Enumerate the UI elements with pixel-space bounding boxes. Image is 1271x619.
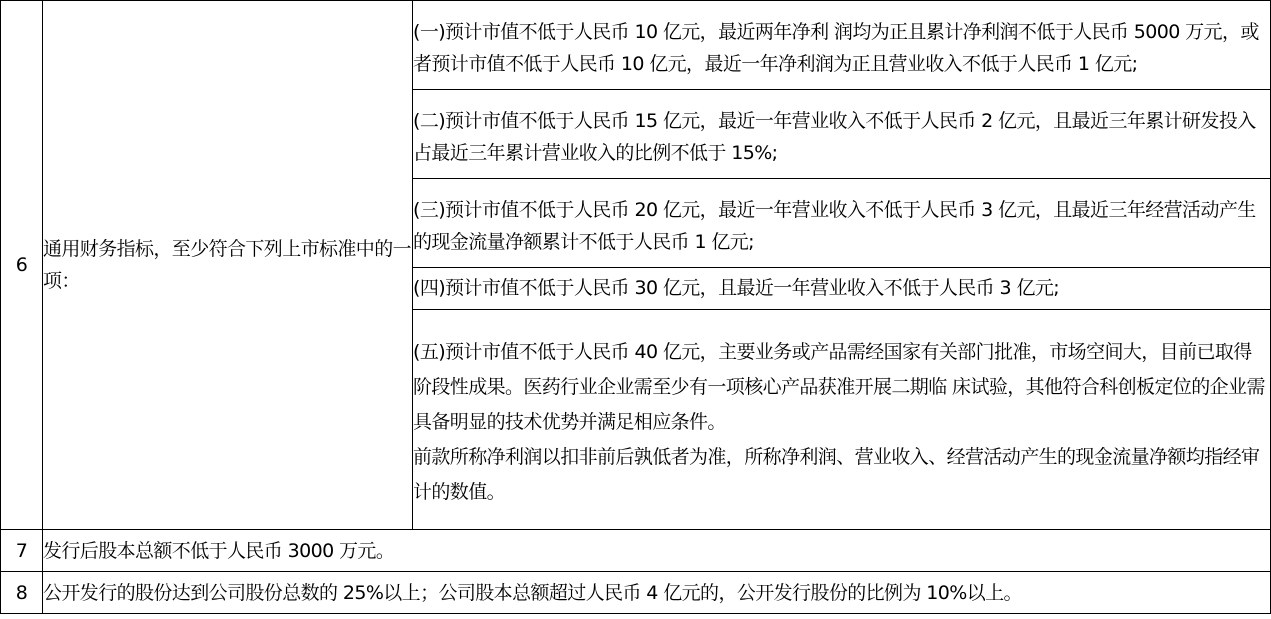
criterion-note: 前款所称净利润以扣非前后孰低者为准，所称净利润、营业收入、经营活动产生的现金流量净额均指经审计的数值。 (413, 446, 1260, 503)
criterion-text-5: (五)预计市值不低于人民币 40 亿元，主要业务或产品需经国家有关部门批准，市场空间大，目前已取得阶段性成果。医药行业企业需至少有一项核心产品获准开展二期临 床试验，其他符合科创板定位的企业需具备明显的技术优势并满足相应条件。 (413, 341, 1265, 433)
criterion-cell (413, 90, 1271, 179)
public-offering-requirement: 公开发行的股份达到公司股份总数的 25%以上；公司股本总额超过人民币 4 亿元的，公开发行股份的比例为 10%以上。 (43, 581, 1022, 604)
criterion-text-1: (一)预计市值不低于人民币 10 亿元，最近两年净利 润均为正且累计净利润不低于人民币 5000 万元，或者预计市值不低于人民币 10 亿元，最近一年净利润为正且营业收入不低于人民币 1 亿元; (413, 20, 1259, 75)
criterion-text-3: (三)预计市值不低于人民币 20 亿元，最近一年营业收入不低于人民币 3 亿元，且最近三年经营活动产生的现金流量净额累计不低于人民币 1 亿元; (413, 198, 1256, 253)
criterion-text-2: (二)预计市值不低于人民币 15 亿元，最近一年营业收入不低于人民币 2 亿元，且最近三年累计研发投入占最近三年累计营业收入的比例不低于 15%; (413, 109, 1256, 164)
table-row-8 (1, 572, 1271, 614)
row-number-cell (1, 572, 43, 614)
criterion-cell (413, 179, 1271, 268)
share-capital-requirement: 发行后股本总额不低于人民币 3000 万元。 (43, 539, 395, 562)
row-label-cell (43, 1, 413, 530)
table-row-6-criterion-1 (1, 1, 1271, 90)
criterion-cell (413, 1, 1271, 90)
row-text-cell (43, 572, 1271, 614)
row-number: 6 (15, 254, 28, 276)
row-number-cell (1, 530, 43, 572)
financial-indicator-label: 通用财务指标，至少符合下列上市标准中的一项： (43, 238, 412, 292)
criterion-cell (413, 268, 1271, 310)
criterion-text-4: (四)预计市值不低于人民币 30 亿元，且最近一年营业收入不低于人民币 3 亿元; (413, 277, 1060, 299)
table-row-7 (1, 530, 1271, 572)
row-text-cell (43, 530, 1271, 572)
row-number: 7 (15, 539, 28, 562)
row-number-cell (1, 1, 43, 530)
criterion-cell (413, 310, 1271, 530)
row-number: 8 (15, 581, 28, 604)
